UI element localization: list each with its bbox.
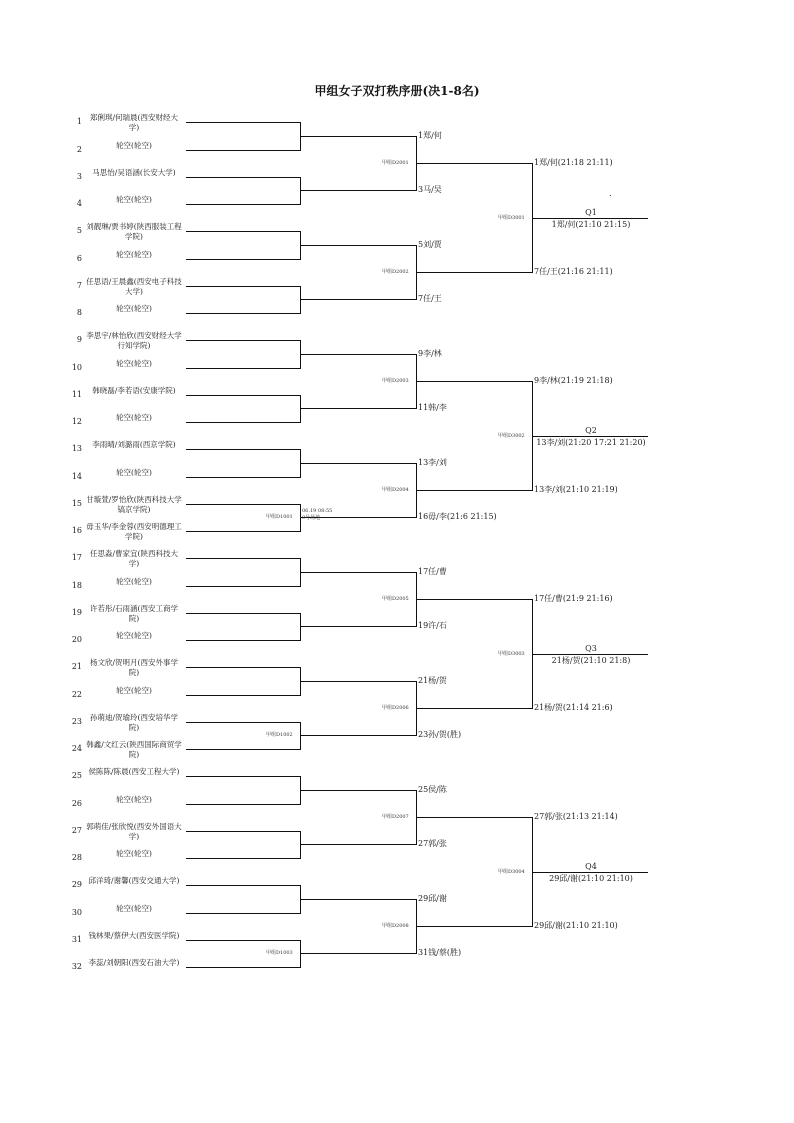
match-time: 06.19 08:55 — [302, 508, 333, 515]
player-name: 孙萌迪/贺瑜玲(西安培华学院) — [90, 712, 178, 732]
page-title: 甲组女子双打秩序册(决1-8名) — [314, 84, 480, 98]
r1-line — [186, 231, 300, 232]
round2-entry: 3马/吴 — [418, 185, 442, 195]
round2-entry: 29邱/谢 — [418, 893, 447, 903]
match-code: 甲组D2008 — [382, 923, 409, 929]
player-name: 轮空(轮空) — [116, 685, 152, 695]
seed-number: 1 — [76, 117, 82, 126]
player-name: 轮空(轮空) — [116, 631, 152, 640]
r1-line — [186, 259, 300, 260]
r1-line — [186, 885, 300, 886]
round2-entry: 25侯/陈 — [418, 784, 447, 794]
r2-line — [300, 136, 416, 137]
seed-number: 19 — [71, 607, 82, 617]
seed-number: 26 — [71, 798, 82, 808]
seed-number: 31 — [71, 934, 82, 944]
r3-line — [416, 163, 532, 164]
r3-line — [416, 599, 532, 600]
seed-number: 12 — [71, 417, 82, 426]
seed-number: 29 — [71, 880, 82, 889]
r1-line — [186, 913, 300, 914]
r1-line — [186, 177, 300, 178]
r1-line — [186, 558, 300, 559]
seed-number: 23 — [71, 716, 82, 726]
player-name: 韩鑫/文红云(陕西国际商贸学院) — [86, 740, 182, 759]
r1-line — [186, 477, 300, 478]
r1-line — [186, 722, 300, 723]
r2-line — [300, 681, 416, 682]
player-name: 李蕊/刘朝阳(西安石油大学) — [88, 958, 180, 967]
player-name: 李思宇/林怡欣(西安财经大学行知学院) — [86, 331, 182, 350]
match-code: 甲组D2002 — [382, 269, 409, 275]
round2-entry: 7任/王 — [418, 294, 442, 304]
round3-entry: 29邱/谢(21:10 21:10) — [534, 921, 618, 930]
r1-line — [186, 368, 300, 369]
match-code: 甲组D1003 — [266, 950, 293, 957]
seed-number: 14 — [71, 471, 82, 481]
seed-number: 3 — [76, 171, 82, 181]
match-code: 甲组D2003 — [382, 378, 409, 384]
round2-entry: 13李/刘 — [418, 457, 447, 467]
r1-line — [186, 695, 300, 696]
quarter-result: 13李/刘(21:20 17:21 21:20) — [536, 437, 646, 447]
round2-entry: 9李/林 — [418, 348, 442, 358]
match-code: 甲组D1002 — [266, 732, 293, 739]
round3-entry: 7任/王(21:16 21:11) — [534, 267, 613, 276]
seed-number: 8 — [76, 308, 82, 317]
round2-entry: 21杨/贺 — [418, 675, 447, 685]
round2-entry: 31钱/蔡(胜) — [418, 948, 462, 958]
r2-line — [300, 408, 416, 409]
quarter-line — [532, 436, 648, 437]
round2-entry: 11韩/李 — [418, 403, 447, 413]
match-code: 甲组D2007 — [382, 814, 409, 820]
seed-number: 28 — [71, 853, 82, 862]
r1-line — [186, 531, 300, 532]
quarter-line — [532, 218, 648, 219]
r2-line — [300, 844, 416, 845]
seed-number: 27 — [71, 825, 82, 835]
r2-line — [300, 790, 416, 791]
seed-number: 5 — [76, 226, 82, 235]
quarter-line — [532, 872, 648, 873]
player-name: 轮空(轮空) — [116, 413, 152, 422]
player-name: 毋玉华/李金蓉(西安明德理工学院) — [86, 522, 182, 541]
match-code: 甲组D3004 — [498, 868, 525, 875]
player-name: 邱洋琦/谢馨(西安交通大学) — [88, 876, 180, 885]
seed-number: 32 — [71, 962, 82, 971]
player-name: 轮空(轮空) — [116, 304, 152, 313]
player-name: 轮空(轮空) — [116, 903, 152, 913]
match-code: 甲组D3003 — [498, 650, 525, 657]
r1-line — [186, 831, 300, 832]
r2-line — [300, 953, 416, 954]
player-name: 韩晓磊/李若语(安康学院) — [92, 385, 176, 395]
r1-line — [186, 586, 300, 587]
round3-entry: 17任/曹(21:9 21:16) — [534, 594, 613, 603]
player-name: 轮空(轮空) — [116, 249, 152, 259]
r3-line — [416, 926, 532, 927]
r1-line — [186, 150, 300, 151]
r1-line — [186, 967, 300, 968]
quarter-line — [532, 654, 648, 655]
r1-line — [186, 122, 300, 123]
seed-number: 24 — [71, 744, 82, 753]
player-name: 马思怡/吴语涵(长安大学) — [92, 167, 176, 177]
r2-line — [300, 354, 416, 355]
match-code: 甲组D2005 — [382, 596, 409, 602]
r2-line — [300, 626, 416, 627]
seed-number: 17 — [71, 553, 82, 562]
match-code: 甲组D2006 — [382, 705, 409, 711]
r2-line — [300, 572, 416, 573]
quarter-result: 29邱/谢(21:10 21:10) — [549, 873, 633, 883]
seed-number: 20 — [71, 635, 82, 644]
round2-entry: 27郭/张 — [418, 839, 447, 849]
stray-mark: . — [609, 189, 612, 198]
r1-line — [186, 449, 300, 450]
seed-number: 16 — [71, 526, 82, 535]
round2-entry: 23孙/贺(胜) — [418, 730, 462, 740]
r1-line — [186, 749, 300, 750]
seed-number: 13 — [71, 444, 82, 453]
r2-line — [300, 735, 416, 736]
r2-line — [300, 899, 416, 900]
round3-entry: 13李/刘(21:10 21:19) — [534, 485, 618, 494]
quarter-label: Q4 — [585, 861, 597, 871]
quarter-label: Q1 — [585, 207, 597, 217]
r1-line — [186, 613, 300, 614]
round3-entry: 9李/林(21:19 21:18) — [534, 376, 613, 385]
player-name: 轮空(轮空) — [116, 467, 152, 477]
match-code: 甲组D2004 — [382, 487, 409, 493]
seed-number: 21 — [71, 662, 82, 671]
player-name: 甘璇萱/罗怡欣(陕西科技大学镐京学院) — [86, 494, 182, 514]
seed-number: 30 — [71, 907, 82, 917]
round2-entry: 5刘/贾 — [418, 239, 442, 249]
player-name: 侯陈陈/陈晨(西安工程大学) — [88, 767, 180, 776]
r3-line — [416, 490, 532, 491]
player-name: 轮空(轮空) — [116, 576, 152, 586]
player-name: 轮空(轮空) — [116, 358, 152, 368]
player-name: 刘靓琳/贾书婷(陕西服装工程学院) — [86, 222, 182, 241]
r1-line — [186, 340, 300, 341]
player-name: 郑俐琪/何瑞晨(西安财经大学) — [90, 113, 178, 132]
player-name: 许若彤/石雨涵(西安工商学院) — [90, 603, 178, 623]
player-name: 钱林果/蔡伊大(西安医学院) — [88, 930, 180, 940]
seed-number: 11 — [71, 389, 82, 399]
player-name: 任思淼/曹家宜(陕西科技大学) — [90, 549, 178, 568]
r1-line — [186, 776, 300, 777]
r1-line — [186, 940, 300, 941]
seed-number: 6 — [76, 253, 82, 263]
r1-line — [186, 313, 300, 314]
quarter-label: Q3 — [585, 643, 597, 653]
r1-line — [186, 804, 300, 805]
r1-line — [186, 667, 300, 668]
r1-line — [186, 395, 300, 396]
r3-line — [416, 272, 532, 273]
match-court: 9号场地 — [302, 515, 321, 522]
player-name: 轮空(轮空) — [116, 195, 152, 204]
seed-number: 22 — [71, 689, 82, 699]
r1-line — [186, 422, 300, 423]
r2-line — [300, 463, 416, 464]
r1-line — [186, 504, 300, 505]
match-code: 甲组D1001 — [266, 514, 293, 521]
round2-entry: 1郑/何 — [418, 130, 442, 140]
match-code: 甲组D2001 — [382, 160, 409, 166]
player-name: 轮空(轮空) — [116, 140, 152, 150]
seed-number: 15 — [71, 498, 82, 508]
quarter-label: Q2 — [585, 425, 597, 435]
seed-number: 9 — [76, 335, 82, 344]
seed-number: 10 — [71, 362, 82, 372]
player-name: 任思语/王晨鑫(西安电子科技大学) — [86, 276, 182, 296]
player-name: 轮空(轮空) — [116, 849, 152, 858]
round3-entry: 21杨/贺(21:14 21:6) — [534, 703, 613, 712]
match-code: 甲组D3001 — [498, 214, 525, 221]
player-name: 轮空(轮空) — [116, 794, 152, 804]
seed-number: 7 — [76, 280, 82, 290]
r1-line — [186, 286, 300, 287]
r1-line — [186, 204, 300, 205]
r3-line — [416, 817, 532, 818]
seed-number: 2 — [76, 144, 82, 154]
round2-entry: 16毋/李(21:6 21:15) — [418, 512, 497, 522]
player-name: 杨文欣/贺明月(西安外事学院) — [90, 658, 178, 677]
seed-number: 25 — [71, 771, 82, 780]
round2-entry: 17任/曹 — [418, 566, 447, 576]
seed-number: 18 — [71, 580, 82, 590]
r2-line — [300, 190, 416, 191]
r3-line — [416, 381, 532, 382]
r1-line — [186, 640, 300, 641]
seed-number: 4 — [76, 199, 82, 208]
quarter-result: 1郑/何(21:10 21:15) — [551, 219, 631, 229]
player-name: 郭萌佳/张欣悦(西安外国语大学) — [86, 821, 182, 841]
player-name: 李雨晴/刘潞雨(西京学院) — [92, 440, 176, 449]
match-code: 甲组D3002 — [498, 432, 525, 439]
r2-line — [300, 245, 416, 246]
r1-line — [186, 858, 300, 859]
round2-entry: 19许/石 — [418, 621, 447, 631]
r3-line — [416, 708, 532, 709]
quarter-result: 21杨/贺(21:10 21:8) — [551, 655, 631, 665]
round3-entry: 1郑/何(21:18 21:11) — [534, 158, 613, 167]
round3-entry: 27郭/张(21:13 21:14) — [534, 812, 618, 821]
r2-line — [300, 299, 416, 300]
